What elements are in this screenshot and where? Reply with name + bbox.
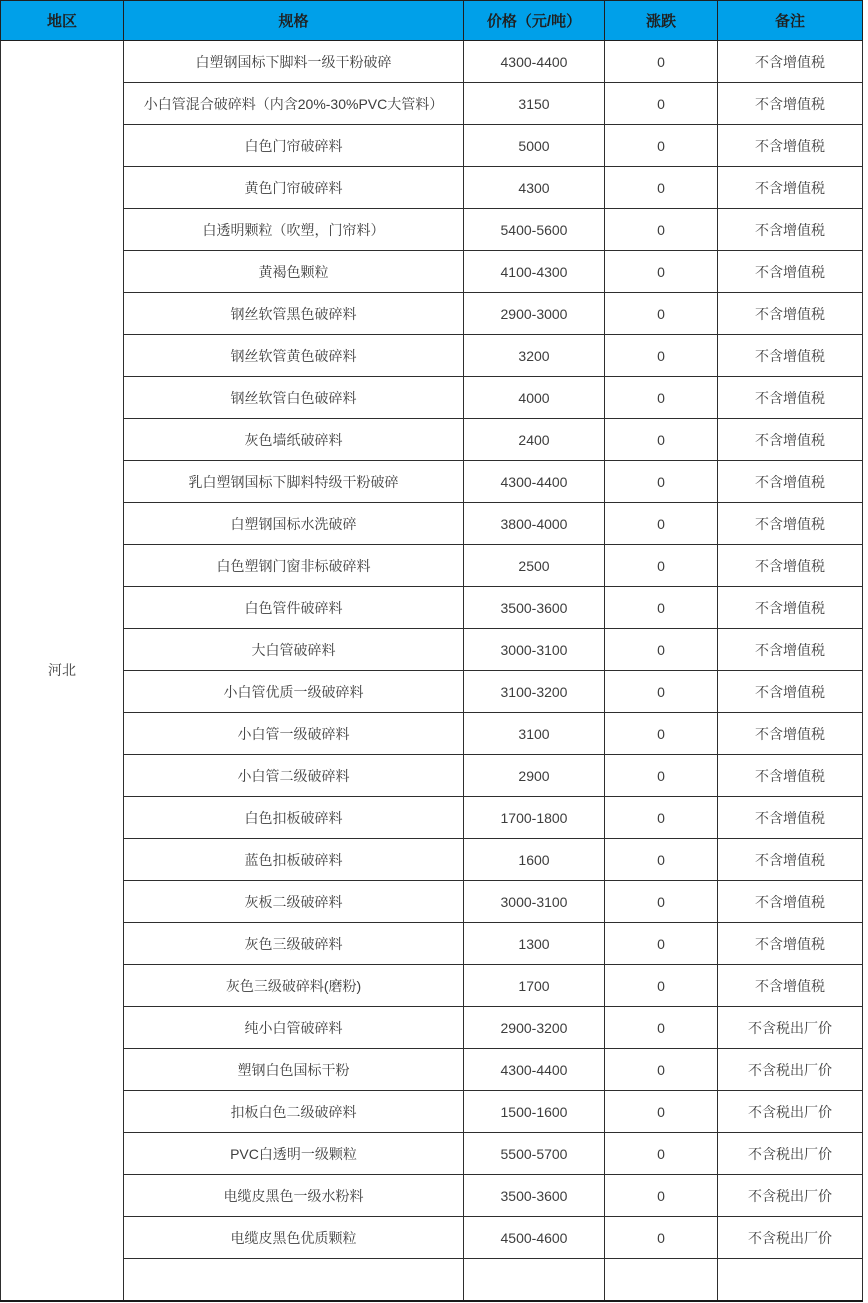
cell-price: 4300-4400 [464,461,605,503]
cell-spec: 白色管件破碎料 [124,587,464,629]
table-row [1,839,863,881]
cell-change: 0 [605,1007,718,1049]
cell-spec: PVC白透明一级颗粒 [124,1133,464,1175]
cell-note [718,1259,863,1301]
cell-price: 4100-4300 [464,251,605,293]
cell-price: 3000-3100 [464,881,605,923]
cell-spec: 黄褐色颗粒 [124,251,464,293]
table-row [1,797,863,839]
cell-change: 0 [605,125,718,167]
cell-spec: 钢丝软管黑色破碎料 [124,293,464,335]
cell-spec: 小白管优质一级破碎料 [124,671,464,713]
table-row [1,167,863,209]
cell-price: 2900-3200 [464,1007,605,1049]
table-row [1,335,863,377]
cell-price: 3200 [464,335,605,377]
cell-change: 0 [605,1091,718,1133]
cell-price: 3150 [464,83,605,125]
cell-change: 0 [605,923,718,965]
cell-note: 不含增值税 [718,713,863,755]
cell-price: 3100 [464,713,605,755]
cell-change: 0 [605,209,718,251]
cell-price: 1300 [464,923,605,965]
col-header-note: 备注 [718,1,863,41]
cell-price: 1700 [464,965,605,1007]
cell-spec: 白塑钢国标下脚料一级干粉破碎 [124,41,464,83]
cell-change: 0 [605,1049,718,1091]
cell-change: 0 [605,1175,718,1217]
cell-note: 不含增值税 [718,167,863,209]
cell-price: 2500 [464,545,605,587]
cell-change: 0 [605,503,718,545]
cell-change: 0 [605,545,718,587]
cell-note: 不含增值税 [718,335,863,377]
cell-spec: 灰色墙纸破碎料 [124,419,464,461]
cell-price: 1600 [464,839,605,881]
cell-price: 4300-4400 [464,1049,605,1091]
table-row [1,83,863,125]
table-header-row [1,1,863,41]
cell-spec [124,1259,464,1301]
cell-change: 0 [605,167,718,209]
cell-change: 0 [605,335,718,377]
cell-price: 4500-4600 [464,1217,605,1259]
cell-change: 0 [605,965,718,1007]
cell-note: 不含税出厂价 [718,1049,863,1091]
cell-note: 不含增值税 [718,629,863,671]
table-row [1,293,863,335]
cell-change: 0 [605,881,718,923]
cell-spec: 灰板二级破碎料 [124,881,464,923]
table-row [1,419,863,461]
cell-change: 0 [605,671,718,713]
cell-spec: 白塑钢国标水洗破碎 [124,503,464,545]
table-row [1,209,863,251]
cell-spec: 电缆皮黑色一级水粉料 [124,1175,464,1217]
table-row [1,965,863,1007]
cell-price: 5500-5700 [464,1133,605,1175]
cell-spec: 白色门帘破碎料 [124,125,464,167]
cell-price: 4300-4400 [464,41,605,83]
table-row [1,755,863,797]
table-row [1,545,863,587]
cell-change: 0 [605,461,718,503]
cell-spec: 钢丝软管白色破碎料 [124,377,464,419]
table-row [1,1007,863,1049]
cell-price: 3500-3600 [464,587,605,629]
cell-note: 不含增值税 [718,671,863,713]
cell-change: 0 [605,1133,718,1175]
cell-note: 不含增值税 [718,41,863,83]
cell-note: 不含增值税 [718,965,863,1007]
cell-spec: 纯小白管破碎料 [124,1007,464,1049]
cell-note: 不含税出厂价 [718,1133,863,1175]
cell-change: 0 [605,629,718,671]
cell-change: 0 [605,293,718,335]
cell-change: 0 [605,587,718,629]
cell-price: 4300 [464,167,605,209]
table-row [1,671,863,713]
col-header-spec: 规格 [124,1,464,41]
table-row [1,1091,863,1133]
cell-spec: 白透明颗粒（吹塑，门帘料） [124,209,464,251]
cell-note: 不含增值税 [718,755,863,797]
table-row [1,503,863,545]
cell-note: 不含税出厂价 [718,1217,863,1259]
cell-price: 1500-1600 [464,1091,605,1133]
cell-spec: 蓝色扣板破碎料 [124,839,464,881]
cell-change: 0 [605,419,718,461]
table-row [1,881,863,923]
cell-note: 不含增值税 [718,209,863,251]
cell-spec: 小白管一级破碎料 [124,713,464,755]
cell-note: 不含增值税 [718,881,863,923]
cell-note: 不含增值税 [718,419,863,461]
col-header-price: 价格（元/吨） [464,1,605,41]
cell-spec: 小白管混合破碎料（内含20%-30%PVC大管料） [124,83,464,125]
cell-change: 0 [605,251,718,293]
cell-spec: 白色塑钢门窗非标破碎料 [124,545,464,587]
cell-note: 不含增值税 [718,293,863,335]
cell-change: 0 [605,377,718,419]
cell-spec: 扣板白色二级破碎料 [124,1091,464,1133]
cell-note: 不含增值税 [718,587,863,629]
cell-spec: 乳白塑钢国标下脚料特级干粉破碎 [124,461,464,503]
cell-price: 5400-5600 [464,209,605,251]
cell-price: 2900-3000 [464,293,605,335]
table-row [1,1049,863,1091]
cell-change: 0 [605,755,718,797]
cell-change: 0 [605,797,718,839]
table-row [1,587,863,629]
table-row [1,1133,863,1175]
table-row [1,41,863,83]
cell-note: 不含增值税 [718,839,863,881]
cell-spec: 大白管破碎料 [124,629,464,671]
cell-price: 3100-3200 [464,671,605,713]
col-header-region: 地区 [1,1,124,41]
cell-note: 不含增值税 [718,125,863,167]
cell-price: 3500-3600 [464,1175,605,1217]
cell-note: 不含税出厂价 [718,1175,863,1217]
table-row [1,1259,863,1301]
cell-spec: 钢丝软管黄色破碎料 [124,335,464,377]
cell-note: 不含增值税 [718,377,863,419]
table-row [1,923,863,965]
region-cell: 河北 [1,41,124,1301]
cell-note: 不含增值税 [718,923,863,965]
cell-note: 不含增值税 [718,83,863,125]
cell-spec: 灰色三级破碎料 [124,923,464,965]
cell-price: 3800-4000 [464,503,605,545]
cell-price: 2400 [464,419,605,461]
cell-change: 0 [605,713,718,755]
cell-note: 不含增值税 [718,797,863,839]
cell-price: 5000 [464,125,605,167]
cell-spec: 塑钢白色国标干粉 [124,1049,464,1091]
cell-note: 不含增值税 [718,545,863,587]
cell-note: 不含税出厂价 [718,1007,863,1049]
cell-spec: 黄色门帘破碎料 [124,167,464,209]
table-row [1,461,863,503]
table-row [1,629,863,671]
cell-price: 3000-3100 [464,629,605,671]
col-header-change: 涨跌 [605,1,718,41]
table-row [1,1217,863,1259]
cell-change: 0 [605,839,718,881]
cell-price: 1700-1800 [464,797,605,839]
table-row [1,713,863,755]
cell-change: 0 [605,83,718,125]
cell-price [464,1259,605,1301]
table-row [1,125,863,167]
cell-change: 0 [605,41,718,83]
cell-price: 4000 [464,377,605,419]
cell-change [605,1259,718,1301]
cell-change: 0 [605,1217,718,1259]
cell-note: 不含税出厂价 [718,1091,863,1133]
cell-spec: 白色扣板破碎料 [124,797,464,839]
table-row [1,1175,863,1217]
cell-note: 不含增值税 [718,461,863,503]
cell-spec: 电缆皮黑色优质颗粒 [124,1217,464,1259]
cell-note: 不含增值税 [718,251,863,293]
cell-spec: 灰色三级破碎料(磨粉) [124,965,464,1007]
table-row [1,377,863,419]
cell-note: 不含增值税 [718,503,863,545]
cell-spec: 小白管二级破碎料 [124,755,464,797]
cell-price: 2900 [464,755,605,797]
table-row [1,251,863,293]
